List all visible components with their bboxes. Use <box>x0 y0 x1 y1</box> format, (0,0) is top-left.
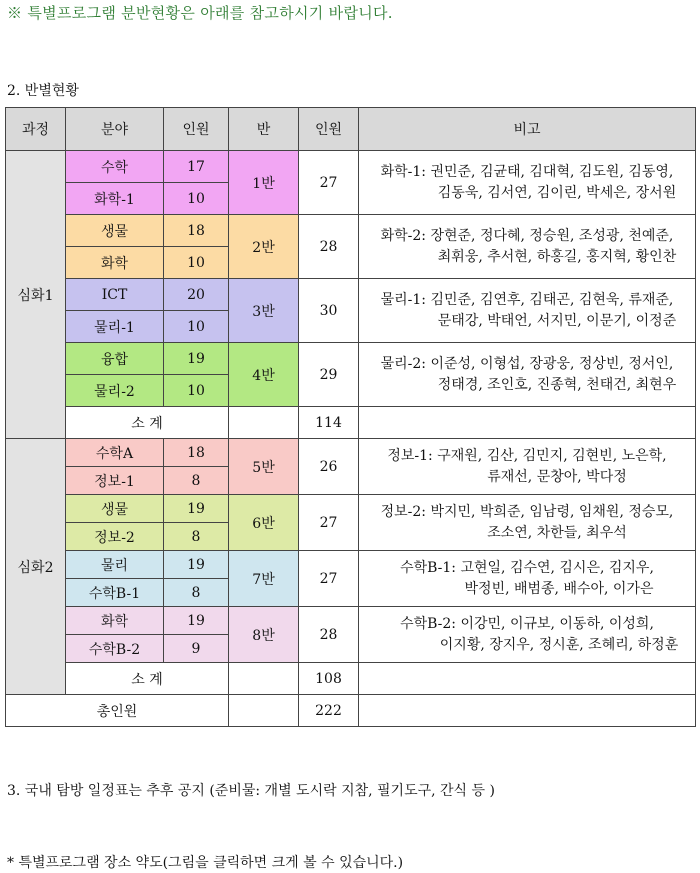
subtotal-label: 소 계 <box>66 407 229 439</box>
subtotal-label: 소 계 <box>66 663 229 695</box>
note-line: 조소연, 차한들, 최우석 <box>487 524 627 541</box>
count-cell: 18 <box>164 439 229 467</box>
field-cell: 생물 <box>66 215 164 247</box>
class-total-cell: 28 <box>299 607 359 663</box>
class-total-cell: 26 <box>299 439 359 495</box>
table-row <box>6 279 696 311</box>
class-total-cell: 29 <box>299 343 359 407</box>
note-label: 정보-2: <box>380 503 427 520</box>
field-cell: ICT <box>66 279 164 311</box>
count-cell: 18 <box>164 215 229 247</box>
note-line: 권민준, 김균태, 김대혁, 김도원, 김동영, <box>430 163 674 180</box>
table-row <box>6 343 696 375</box>
note-label: 물리-1: <box>380 291 427 308</box>
class-cell: 5반 <box>229 439 299 495</box>
empty-cell <box>229 407 299 439</box>
note-label: 수학B-2: <box>400 615 457 632</box>
empty-cell <box>359 663 696 695</box>
note-cell <box>359 279 696 343</box>
note-line: 문태강, 박태언, 서지민, 이문기, 이정준 <box>437 312 677 329</box>
count-cell: 8 <box>164 467 229 495</box>
grand-total-row <box>6 695 696 727</box>
subtotal-value: 114 <box>299 407 359 439</box>
count-cell: 19 <box>164 343 229 375</box>
class-status-table <box>5 107 696 727</box>
note-line: 박지민, 박희준, 임남령, 임채원, 정승모, <box>430 503 674 520</box>
count-cell: 10 <box>164 183 229 215</box>
empty-cell <box>359 407 696 439</box>
count-cell: 8 <box>164 579 229 607</box>
field-cell: 융합 <box>66 343 164 375</box>
header-class-count: 인원 <box>299 108 359 151</box>
class-cell: 2반 <box>229 215 299 279</box>
section-4-text: * 특별프로그램 장소 약도(그림을 클릭하면 크게 볼 수 있습니다.) <box>7 855 404 871</box>
field-cell: 생물 <box>66 495 164 523</box>
class-cell: 6반 <box>229 495 299 551</box>
subtotal-value: 108 <box>299 663 359 695</box>
note-cell <box>359 551 696 607</box>
class-total-cell: 27 <box>299 551 359 607</box>
note-label: 화학-2: <box>380 227 427 244</box>
note-cell <box>359 439 696 495</box>
note-line: 김민준, 김연후, 김태곤, 김현욱, 류재준, <box>430 291 674 308</box>
header-field: 분야 <box>66 108 164 151</box>
table-row <box>6 439 696 467</box>
notice-text: ※ 특별프로그램 분반현황은 아래를 참고하시기 바랍니다. <box>7 4 393 22</box>
note-label: 수학B-1: <box>400 559 457 576</box>
count-cell: 10 <box>164 311 229 343</box>
table-row <box>6 551 696 579</box>
class-cell: 7반 <box>229 551 299 607</box>
field-cell: 수학B-2 <box>66 635 164 663</box>
field-cell: 수학B-1 <box>66 579 164 607</box>
note-line: 박정빈, 배범종, 배수아, 이가은 <box>464 580 654 597</box>
note-line: 최휘웅, 추서현, 하홍길, 홍지혁, 황인찬 <box>437 248 677 265</box>
class-cell: 8반 <box>229 607 299 663</box>
header-row <box>6 108 696 151</box>
header-course: 과정 <box>6 108 66 151</box>
note-line: 김동욱, 김서연, 김이린, 박세은, 장서원 <box>437 184 677 201</box>
note-line: 이준성, 이형섭, 장광웅, 정상빈, 정서인, <box>430 355 674 372</box>
table-row <box>6 215 696 247</box>
class-total-cell: 30 <box>299 279 359 343</box>
header-class: 반 <box>229 108 299 151</box>
note-label: 화학-1: <box>380 163 427 180</box>
field-cell: 화학-1 <box>66 183 164 215</box>
class-cell: 3반 <box>229 279 299 343</box>
note-cell <box>359 495 696 551</box>
class-cell: 1반 <box>229 151 299 215</box>
field-cell: 수학 <box>66 151 164 183</box>
header-count: 인원 <box>164 108 229 151</box>
field-cell: 정보-2 <box>66 523 164 551</box>
note-line: 고현일, 김수연, 김시은, 김지우, <box>460 559 654 576</box>
class-total-cell: 28 <box>299 215 359 279</box>
table-row <box>6 151 696 183</box>
note-line: 장현준, 정다혜, 정승원, 조성광, 천예준, <box>430 227 674 244</box>
empty-cell <box>229 695 299 727</box>
field-cell: 물리 <box>66 551 164 579</box>
count-cell: 8 <box>164 523 229 551</box>
course-cell: 심화1 <box>6 151 66 439</box>
section-3-text: 3. 국내 탐방 일정표는 추후 공지 (준비물: 개별 도시락 지참, 필기도구, 간식 등 ) <box>7 783 495 799</box>
grand-total-value: 222 <box>299 695 359 727</box>
field-cell: 화학 <box>66 607 164 635</box>
empty-cell <box>229 663 299 695</box>
count-cell: 10 <box>164 375 229 407</box>
note-line: 류재선, 문창아, 박다정 <box>487 468 627 485</box>
header-note: 비고 <box>359 108 696 151</box>
field-cell: 물리-1 <box>66 311 164 343</box>
note-cell <box>359 607 696 663</box>
note-line: 이지황, 장지우, 정시훈, 조혜리, 하정훈 <box>439 636 679 653</box>
note-cell <box>359 343 696 407</box>
note-line: 정태경, 조인호, 진종혁, 천태건, 최현우 <box>437 376 677 393</box>
table-row <box>6 607 696 635</box>
count-cell: 17 <box>164 151 229 183</box>
course-cell: 심화2 <box>6 439 66 695</box>
count-cell: 19 <box>164 551 229 579</box>
count-cell: 20 <box>164 279 229 311</box>
note-label: 물리-2: <box>380 355 427 372</box>
class-total-cell: 27 <box>299 495 359 551</box>
subtotal-row <box>6 407 696 439</box>
field-cell: 정보-1 <box>66 467 164 495</box>
count-cell: 19 <box>164 495 229 523</box>
empty-cell <box>359 695 696 727</box>
section-2-title: 2. 반별현황 <box>7 83 79 99</box>
field-cell: 물리-2 <box>66 375 164 407</box>
class-total-cell: 27 <box>299 151 359 215</box>
note-cell <box>359 215 696 279</box>
grand-total-label: 총인원 <box>6 695 229 727</box>
note-cell <box>359 151 696 215</box>
table-row <box>6 495 696 523</box>
count-cell: 10 <box>164 247 229 279</box>
note-label: 정보-1: <box>387 447 433 464</box>
note-line: 구재원, 김산, 김민지, 김현빈, 노은학, <box>437 447 667 464</box>
class-cell: 4반 <box>229 343 299 407</box>
note-line: 이강민, 이규보, 이동하, 이성희, <box>460 615 654 632</box>
subtotal-row <box>6 663 696 695</box>
count-cell: 9 <box>164 635 229 663</box>
field-cell: 수학A <box>66 439 164 467</box>
count-cell: 19 <box>164 607 229 635</box>
field-cell: 화학 <box>66 247 164 279</box>
